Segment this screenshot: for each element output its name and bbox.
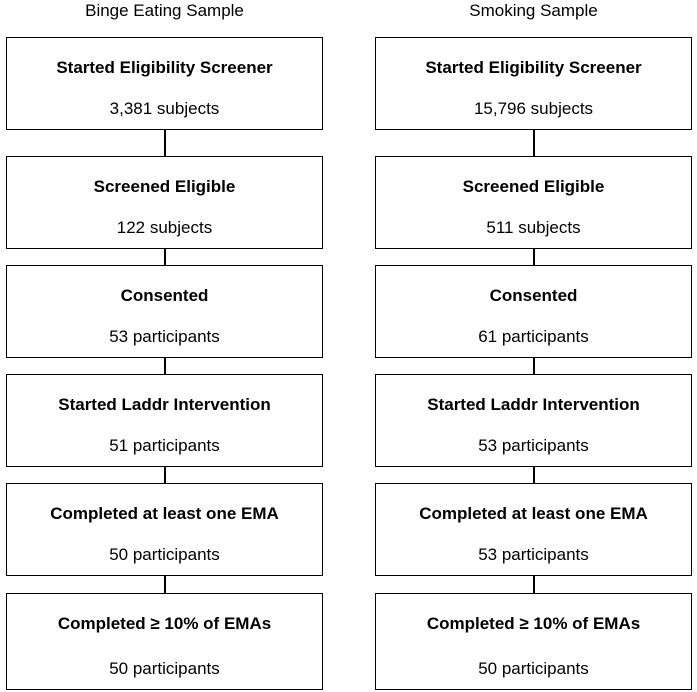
binge-step-completed-one-ema [6,483,323,576]
connector-right-4 [533,467,535,483]
connector-left-5 [164,576,166,593]
smoking-step-screened-eligible [375,156,692,249]
step-label: Started Laddr Intervention [58,395,271,414]
smoking-column-title: Smoking Sample [469,1,598,20]
step-label: Completed ≥ 10% of EMAs [426,614,641,633]
smoking-step-completed-one-ema [375,483,692,576]
binge-step-completed-ten-percent [6,593,323,690]
binge-step-consented [6,265,323,358]
binge-eating-column-title: Binge Eating Sample [85,1,244,20]
step-count: 53 participants [478,545,589,564]
step-count: 51 participants [109,436,220,455]
step-label: Consented [120,286,209,305]
step-label: Started Laddr Intervention [427,395,640,414]
connector-left-3 [164,358,166,374]
step-label: Consented [489,286,578,305]
smoking-step-consented [375,265,692,358]
step-count: 3,381 subjects [109,99,220,118]
binge-step-started-intervention [6,374,323,467]
step-count: 53 participants [109,327,220,346]
step-label: Started Eligibility Screener [56,58,273,77]
connector-left-1 [164,130,166,156]
step-label: Completed at least one EMA [50,504,279,523]
step-label: Started Eligibility Screener [425,58,642,77]
connector-right-5 [533,576,535,593]
step-count: 50 participants [109,659,220,678]
step-label: Completed ≥ 10% of EMAs [57,614,272,633]
step-label: Screened Eligible [462,177,605,196]
connector-right-1 [533,130,535,156]
step-count: 53 participants [478,436,589,455]
connector-right-2 [533,249,535,265]
smoking-step-started-intervention [375,374,692,467]
smoking-step-started-screener [375,37,692,130]
step-count: 15,796 subjects [473,99,594,118]
step-label: Screened Eligible [93,177,236,196]
binge-step-screened-eligible [6,156,323,249]
step-count: 122 subjects [116,218,213,237]
smoking-step-completed-ten-percent [375,593,692,690]
connector-left-4 [164,467,166,483]
step-count: 511 subjects [486,218,581,237]
step-count: 50 participants [478,659,589,678]
connector-right-3 [533,358,535,374]
step-label: Completed at least one EMA [419,504,648,523]
binge-step-started-screener [6,37,323,130]
step-count: 61 participants [478,327,589,346]
connector-left-2 [164,249,166,265]
step-count: 50 participants [109,545,220,564]
